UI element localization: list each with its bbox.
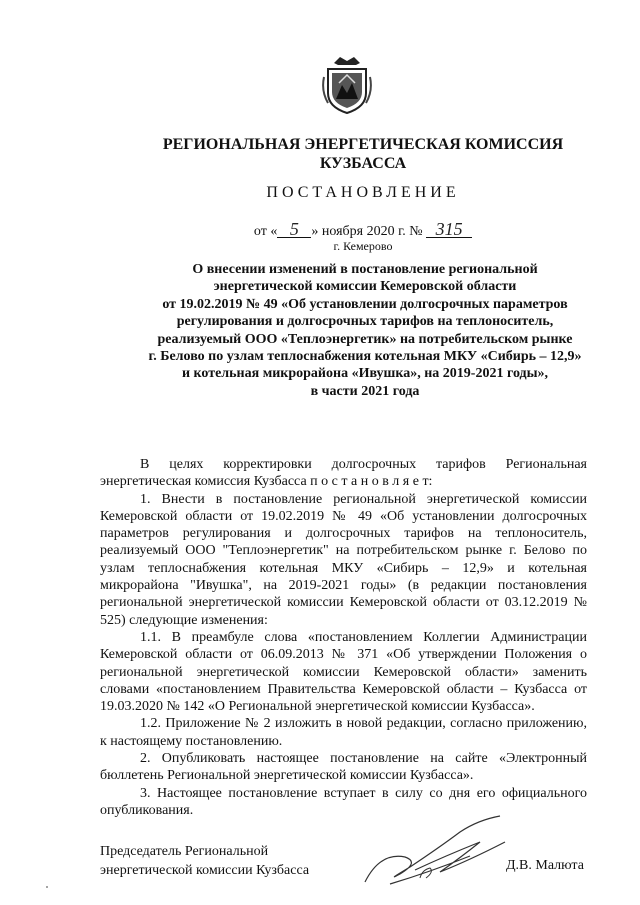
signatory-title: Председатель Региональной энергетической комиссии Кузбасса xyxy=(100,844,310,878)
document-body xyxy=(100,456,587,819)
signatory-name: Д.В. Малюта xyxy=(506,858,584,873)
handwritten-signature xyxy=(360,812,510,892)
document-type: ПОСТАНОВЛЕНИЕ xyxy=(266,184,460,201)
item-3-paragraph: 3. Настоящее постановление вступает в силу со дня его официального опубликования. xyxy=(100,785,587,818)
date-line: от « 5 » ноября 2020 г. № 315 xyxy=(60,221,640,240)
item-1-paragraph: 1. Внести в постановление региональной энергетической комиссии Кемеровской области от 19.02.2019 № 49 «Об установлении долгосрочных параметров регулирования и долгосрочных тарифов на теплоноситель, реализуемый ООО "Теплоэнергетик" на потребительском рынке г. Белово по узлам теплоснабжения котельная МКУ «Сибирь – 12,9» и котельная микрорайона "Ивушка", на 2019-2021 годы» (в редакции постановления региональной энергетической комиссии Кемеровской области от 03.12.2019 № 525) следующие изменения: xyxy=(100,491,587,628)
scan-dot-mark xyxy=(44,884,50,890)
organization-name: РЕГИОНАЛЬНАЯ ЭНЕРГЕТИЧЕСКАЯ КОМИССИЯ КУЗБАССА xyxy=(162,136,564,172)
city: г. Кемерово xyxy=(333,239,393,253)
item-1-1-paragraph: 1.1. В преамбуле слова «постановлением Коллегии Администрации Кемеровской области от 06.09.2013 № 371 «Об утверждении Положения о региональной энергетической комиссии Кемеровской области» заменить словами «постановлением Правительства Кемеровской области – Кузбасса от 19.03.2020 № 142 «О Региональной энергетической комиссии Кузбасса». xyxy=(100,629,587,715)
coat-of-arms-emblem xyxy=(322,55,372,115)
item-1-2-paragraph: 1.2. Приложение № 2 изложить в новой редакции, согласно приложению, к настоящему постановлению. xyxy=(100,716,587,749)
handwritten-number: 315 xyxy=(426,221,472,238)
handwritten-day: 5 xyxy=(277,221,311,238)
subject-heading: О внесении изменений в постановление региональной энергетической комиссии Кемеровской области от 19.02.2019 № 49 «Об установлении долгосрочных параметров регулирования и долгосрочных тарифов на теплоноситель, реализуемый ООО «Теплоэнергетик» на потребительском рынке г. Белово по узлам теплоснабжения котельная МКУ «Сибирь – 12,9» и котельная микрорайона «Ивушка», на 2019-2021 годы», в части 2021 года xyxy=(148,262,582,399)
item-2-paragraph: 2. Опубликовать настоящее постановление на сайте «Электронный бюллетень Региональной энергетической комиссии Кузбасса». xyxy=(100,751,587,784)
preamble-paragraph: В целях корректировки долгосрочных тарифов Региональная энергетическая комиссия Кузбасса п о с т а н о в л я е т: xyxy=(100,457,587,490)
